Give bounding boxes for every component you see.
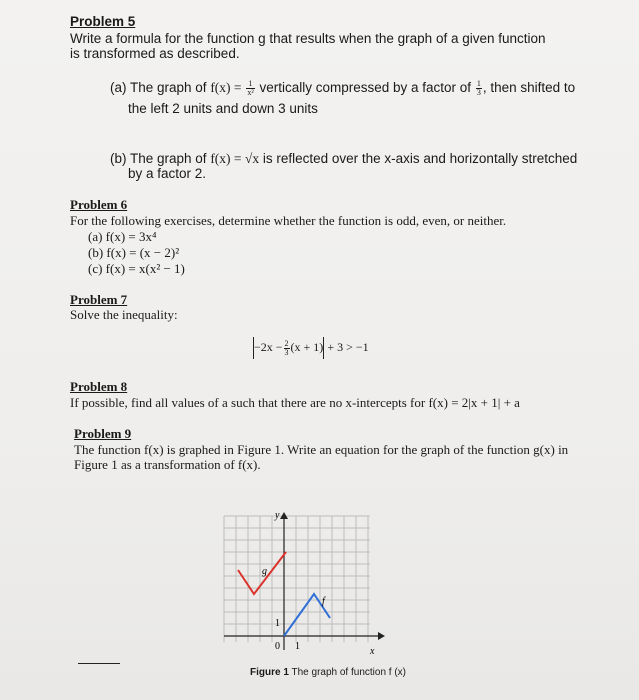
problem-5-intro-line2: is transformed as described.	[70, 46, 240, 61]
problem-6-heading: Problem 6	[70, 197, 128, 212]
part-a-factor-num: 1	[476, 79, 481, 88]
ineq-frac-den: 3	[284, 347, 289, 357]
ineq-mid: (x + 1)	[290, 340, 324, 354]
figure-caption	[250, 667, 406, 678]
problem-7-intro: Solve the inequality:	[70, 307, 178, 322]
problem-8-heading: Problem 8	[70, 379, 128, 394]
origin-zero: 0	[275, 641, 280, 652]
figure-graph	[220, 510, 390, 660]
problem-5-heading: Problem 5	[70, 14, 136, 29]
problem-6-intro: For the following exercises, determine whether the function is odd, even, or neither.	[70, 213, 507, 228]
problem-9-line2: Figure 1 as a transformation of f(x).	[74, 457, 261, 472]
part-a-fx: f(x) =	[210, 80, 242, 96]
problem-9-heading: Problem 9	[74, 426, 132, 441]
part-b-suffix: is reflected over the x-axis and horizontally stretched	[259, 151, 578, 166]
x-tick-one: 1	[295, 641, 300, 652]
part-a-factor	[476, 80, 482, 97]
part-a-frac-den: x²	[247, 88, 254, 97]
abs-bar-right	[323, 337, 324, 359]
y-axis-label: y	[275, 510, 280, 521]
problem-6-item-c: (c) f(x) = x(x² − 1)	[88, 261, 185, 276]
part-a-prefix: (a) The graph of	[110, 80, 211, 96]
problem-7-heading: Problem 7	[70, 292, 128, 307]
problem-5-part-a	[110, 80, 575, 97]
ineq-frac-num: 2	[284, 338, 289, 348]
problem-6-item-b: (b) f(x) = (x − 2)²	[88, 245, 180, 260]
problem-7-inequality	[253, 337, 369, 359]
part-a-suffix: , then shifted to	[482, 80, 576, 96]
part-b-fx: f(x) = √x	[210, 151, 260, 166]
part-a-middle: vertically compressed by a factor of	[255, 80, 475, 96]
part-a-frac-num: 1	[246, 80, 254, 89]
y-tick-one: 1	[275, 618, 280, 629]
part-a-fraction	[246, 80, 254, 97]
grid	[224, 516, 370, 642]
problem-6-item-a: (a) f(x) = 3x⁴	[88, 229, 157, 244]
part-b-prefix: (b) The graph of	[110, 151, 211, 166]
part-a-line2: the left 2 units and down 3 units	[128, 101, 318, 116]
problem-9-line1: The function f(x) is graphed in Figure 1. Write an equation for the graph of the function g(x) in	[74, 442, 569, 457]
x-axis-label: x	[370, 646, 375, 657]
ineq-fraction	[284, 340, 290, 357]
problem-5-part-b	[110, 151, 577, 167]
f-label: f	[322, 596, 325, 607]
ineq-left: −2x −	[254, 340, 283, 354]
caption-rest: The graph of function f (x)	[288, 667, 407, 678]
answer-line	[78, 663, 120, 664]
figure-1	[220, 510, 390, 660]
caption-bold: Figure 1	[250, 667, 289, 678]
x-axis-arrow	[378, 632, 385, 640]
part-b-line2: by a factor 2.	[128, 166, 207, 181]
problem-5-intro-line1: Write a formula for the function g that results when the graph of a given function	[70, 31, 546, 46]
part-a-factor-den: 3	[476, 88, 481, 97]
g-label: g	[262, 566, 267, 577]
problem-8-text: If possible, find all values of a such that there are no x-intercepts for f(x) = 2|x + 1| + a	[70, 395, 520, 410]
ineq-right: + 3 > −1	[327, 340, 369, 354]
